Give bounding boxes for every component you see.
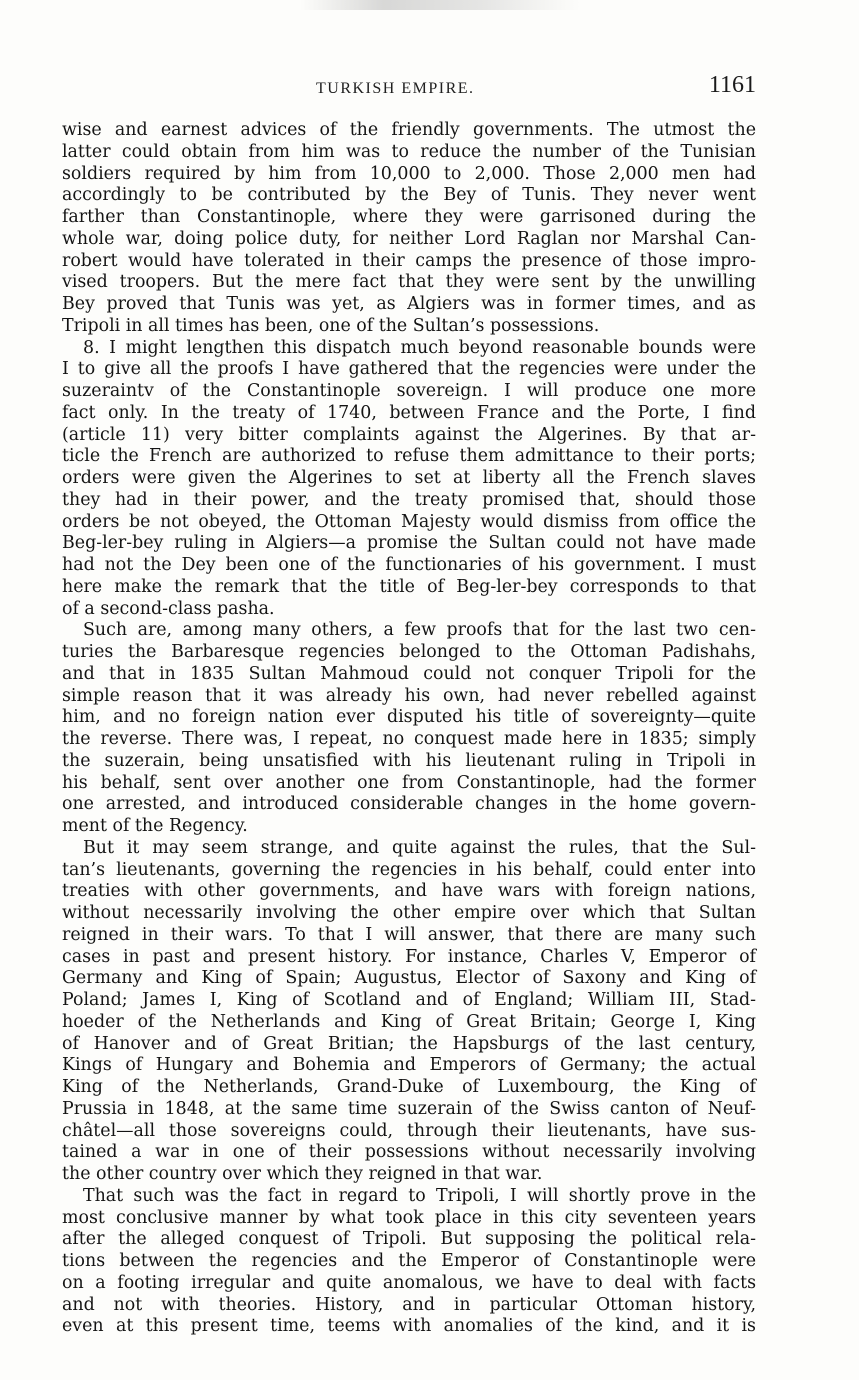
text-line: treaties with other governments, and have wars with foreign nations, bbox=[62, 881, 756, 902]
running-title: TURKISH EMPIRE. bbox=[316, 80, 475, 97]
text-line: Such are, among many others, a few proofs that for the last two cen- bbox=[83, 620, 756, 641]
text-line: Germany and King of Spain; Augustus, Elector of Saxony and King of bbox=[62, 968, 756, 989]
text-line: one arrested, and introduced considerable changes in the home govern- bbox=[62, 794, 756, 815]
text-line: after the alleged conquest of Tripoli. But supposing the political rela- bbox=[62, 1229, 756, 1250]
text-line: Beg-ler-bey ruling in Algiers—a promise the Sultan could not have made bbox=[62, 533, 756, 554]
text-line: here make the remark that the title of Beg-ler-bey corresponds to that bbox=[62, 576, 756, 597]
text-line: fact only. In the treaty of 1740, between France and the Porte, I find bbox=[62, 402, 756, 423]
scan-smudge bbox=[300, 0, 580, 10]
text-line: of a second-class pasha. bbox=[62, 598, 275, 619]
text-line: simple reason that it was already his own, had never rebelled against bbox=[62, 685, 756, 706]
text-line: the reverse. There was, I repeat, no conquest made here in 1835; simply bbox=[62, 729, 756, 749]
text-line: without necessarily involving the other empire over which that Sultan bbox=[62, 903, 756, 923]
text-line: orders be not obeyed, the Ottoman Majesty would dismiss from office the bbox=[62, 511, 756, 532]
text-line: King of the Netherlands, Grand-Duke of Luxembourg, the King of bbox=[62, 1077, 756, 1097]
text-line: soldiers required by him from 10,000 to 2,000. Those 2,000 men had bbox=[62, 163, 756, 184]
text-line: turies the Barbaresque regencies belonged to the Ottoman Padishahs, bbox=[62, 642, 756, 662]
text-line: of Hanover and of Great Britian; the Hapsburgs of the last century, bbox=[62, 1033, 756, 1054]
text-line: whole war, doing police duty, for neither Lord Raglan nor Marshal Can- bbox=[62, 228, 756, 249]
text-line: robert would have tolerated in their camps the presence of those impro- bbox=[62, 250, 756, 271]
text-line: most conclusive manner by what took place in this city seventeen years bbox=[62, 1207, 756, 1228]
text-line: even at this present time, teems with anomalies of the kind, and it is bbox=[62, 1316, 756, 1337]
text-line: on a footing irregular and quite anomalous, we have to deal with facts bbox=[62, 1272, 756, 1293]
text-line: Bey proved that Tunis was yet, as Algiers was in former times, and as bbox=[62, 294, 756, 314]
text-line: Poland; James I, King of Scotland and of England; William III, Stad- bbox=[62, 990, 756, 1010]
text-line: Prussia in 1848, at the same time suzerain of the Swiss canton of Neuf- bbox=[62, 1098, 756, 1119]
text-line: him, and no foreign nation ever disputed his title of sovereignty—quite bbox=[62, 707, 756, 728]
text-line: the suzerain, being unsatisfied with his lieutenant ruling in Tripoli in bbox=[62, 750, 756, 771]
text-line: Tripoli in all times has been, one of the Sultan’s possessions. bbox=[62, 315, 600, 336]
text-line: I to give all the proofs I have gathered that the regencies were under the bbox=[62, 359, 756, 380]
text-line: cases in past and present history. For instance, Charles V, Emperor of bbox=[62, 946, 756, 967]
text-line: But it may seem strange, and quite against the rules, that the Sul- bbox=[83, 837, 756, 858]
text-line: wise and earnest advices of the friendly governments. The utmost the bbox=[62, 120, 756, 140]
text-line: and not with theories. History, and in particular Ottoman history, bbox=[62, 1294, 756, 1315]
body-text bbox=[62, 120, 756, 1338]
text-line: and that in 1835 Sultan Mahmoud could not conquer Tripoli for the bbox=[62, 663, 756, 684]
text-line: Kings of Hungary and Bohemia and Emperors of Germany; the actual bbox=[62, 1055, 756, 1076]
text-line: hoeder of the Netherlands and King of Great Britain; George I, King bbox=[62, 1011, 756, 1032]
text-line: latter could obtain from him was to reduce the number of the Tunisian bbox=[62, 141, 756, 162]
text-line: vised troopers. But the mere fact that they were sent by the unwilling bbox=[62, 272, 756, 293]
text-line: accordingly to be contributed by the Bey of Tunis. They never went bbox=[62, 185, 756, 206]
text-line: orders were given the Algerines to set at liberty all the French slaves bbox=[62, 468, 756, 488]
text-line: tan’s lieutenants, governing the regencies in his behalf, could enter into bbox=[62, 859, 756, 880]
text-line: reigned in their wars. To that I will answer, that there are many such bbox=[62, 924, 756, 945]
text-line: ticle the French are authorized to refuse them admittance to their ports; bbox=[62, 446, 756, 467]
page-number: 1161 bbox=[708, 72, 756, 98]
running-head bbox=[62, 72, 756, 102]
text-line: tained a war in one of their possessions without necessarily involving bbox=[62, 1142, 756, 1163]
text-line: suzeraintv of the Constantinople sovereign. I will produce one more bbox=[62, 381, 756, 401]
text-line: farther than Constantinople, where they were garrisoned during the bbox=[62, 207, 756, 227]
text-line: 8. I might lengthen this dispatch much beyond reasonable bounds were bbox=[83, 337, 756, 358]
text-line: (article 11) very bitter complaints against the Algerines. By that ar- bbox=[62, 424, 756, 445]
text-line: had not the Dey been one of the functionaries of his government. I must bbox=[62, 555, 756, 575]
text-line: ment of the Regency. bbox=[62, 816, 248, 836]
text-line: That such was the fact in regard to Tripoli, I will shortly prove in the bbox=[83, 1185, 756, 1206]
text-line: tions between the regencies and the Emperor of Constantinople were bbox=[62, 1251, 756, 1271]
text-line: châtel—all those sovereigns could, through their lieutenants, have sus- bbox=[62, 1120, 756, 1141]
text-line: they had in their power, and the treaty promised that, should those bbox=[62, 489, 756, 510]
text-line: the other country over which they reigned in that war. bbox=[62, 1164, 543, 1184]
text-line: his behalf, sent over another one from Constantinople, had the former bbox=[62, 772, 756, 793]
